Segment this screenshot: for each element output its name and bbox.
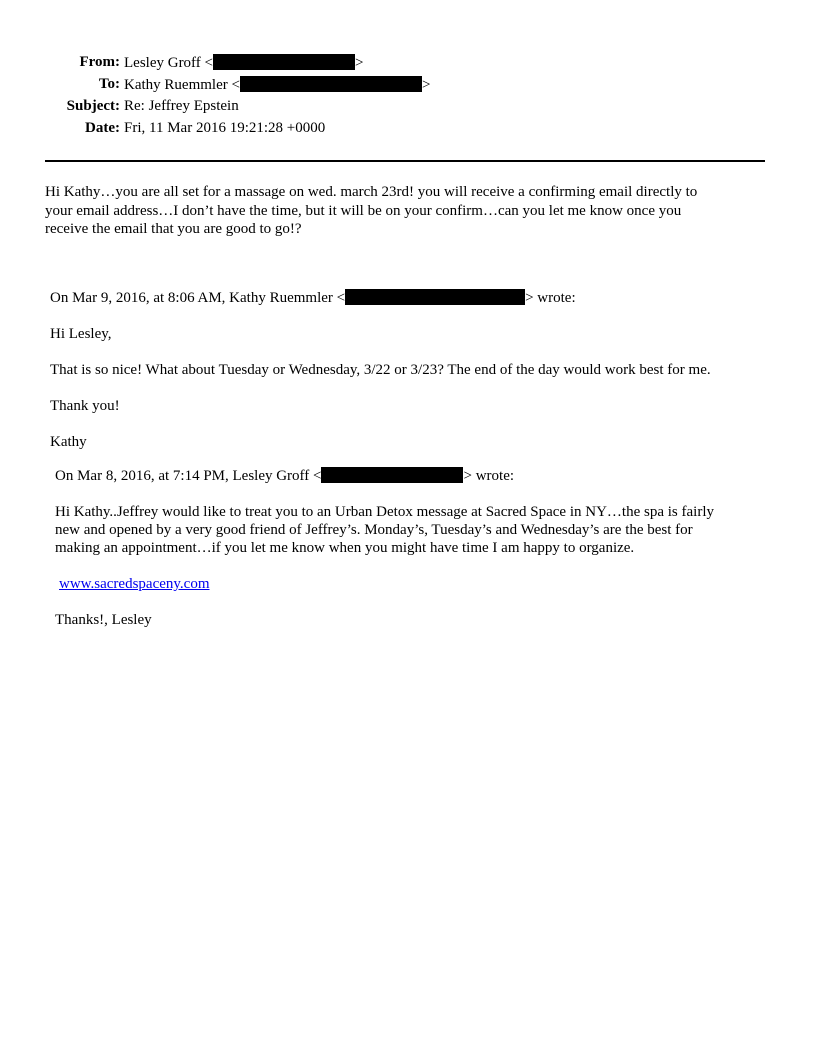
quote2-attribution	[55, 467, 514, 485]
from-end: >	[355, 55, 364, 71]
to-label: To:	[98, 76, 120, 92]
quote1-text: That is so nice! What about Tuesday or Wednesday, 3/22 or 3/23? The end of the day would work best for me.	[50, 362, 711, 378]
subject-value: Re: Jeffrey Epstein	[124, 98, 239, 114]
redaction-box	[240, 76, 422, 92]
header-date-row	[0, 120, 700, 138]
quote1-greeting: Hi Lesley,	[50, 326, 112, 342]
redaction-box	[345, 289, 525, 305]
header-to-row	[0, 76, 700, 94]
from-value	[124, 54, 363, 72]
quote1-attribution-end: > wrote:	[525, 290, 576, 306]
header-subject-row	[0, 98, 700, 116]
from-name: Lesley Groff <	[124, 55, 213, 71]
quote2-attribution-end: > wrote:	[463, 468, 515, 484]
quote2-line: Hi Kathy..Jeffrey would like to treat you to an Urban Detox message at Sacred Space in NY…the spa is fairly	[55, 504, 714, 520]
quote1-signature: Kathy	[50, 434, 87, 450]
reply-line: your email address…I don’t have the time, but it will be on your confirm…can you let me know once you	[45, 203, 682, 219]
quote2-line: new and opened by a very good friend of Jeffrey’s. Monday’s, Tuesday’s and Wednesday’s are the best for	[55, 522, 693, 538]
reply-line: receive the email that you are good to go!?	[45, 221, 302, 237]
quote2-closing: Thanks!, Lesley	[55, 612, 152, 628]
quote2-link-container	[59, 575, 210, 593]
to-value	[124, 76, 430, 94]
sacred-space-link[interactable]: www.sacredspaceny.com	[59, 576, 210, 592]
quote2-line: making an appointment…if you let me know when you might have time I am happy to organize.	[55, 540, 635, 556]
to-end: >	[421, 77, 431, 93]
to-name: Kathy Ruemmler <	[124, 77, 240, 93]
date-value: Fri, 11 Mar 2016 19:21:28 +0000	[124, 120, 326, 136]
redaction-box	[321, 467, 463, 483]
quote1-attribution-start: On Mar 9, 2016, at 8:06 AM, Kathy Ruemmler <	[50, 290, 346, 306]
header-divider	[45, 160, 765, 162]
subject-label: Subject:	[66, 98, 120, 114]
from-label: From:	[79, 54, 120, 70]
date-label: Date:	[85, 120, 120, 136]
header-from-row	[0, 54, 700, 72]
quote2-attribution-start: On Mar 8, 2016, at 7:14 PM, Lesley Groff <	[55, 468, 322, 484]
reply-line: Hi Kathy…you are all set for a massage on wed. march 23rd! you will receive a confirming email directly to	[45, 184, 698, 200]
redaction-box	[213, 54, 355, 70]
quote1-attribution	[50, 289, 576, 307]
quote1-thanks: Thank you!	[50, 398, 120, 414]
